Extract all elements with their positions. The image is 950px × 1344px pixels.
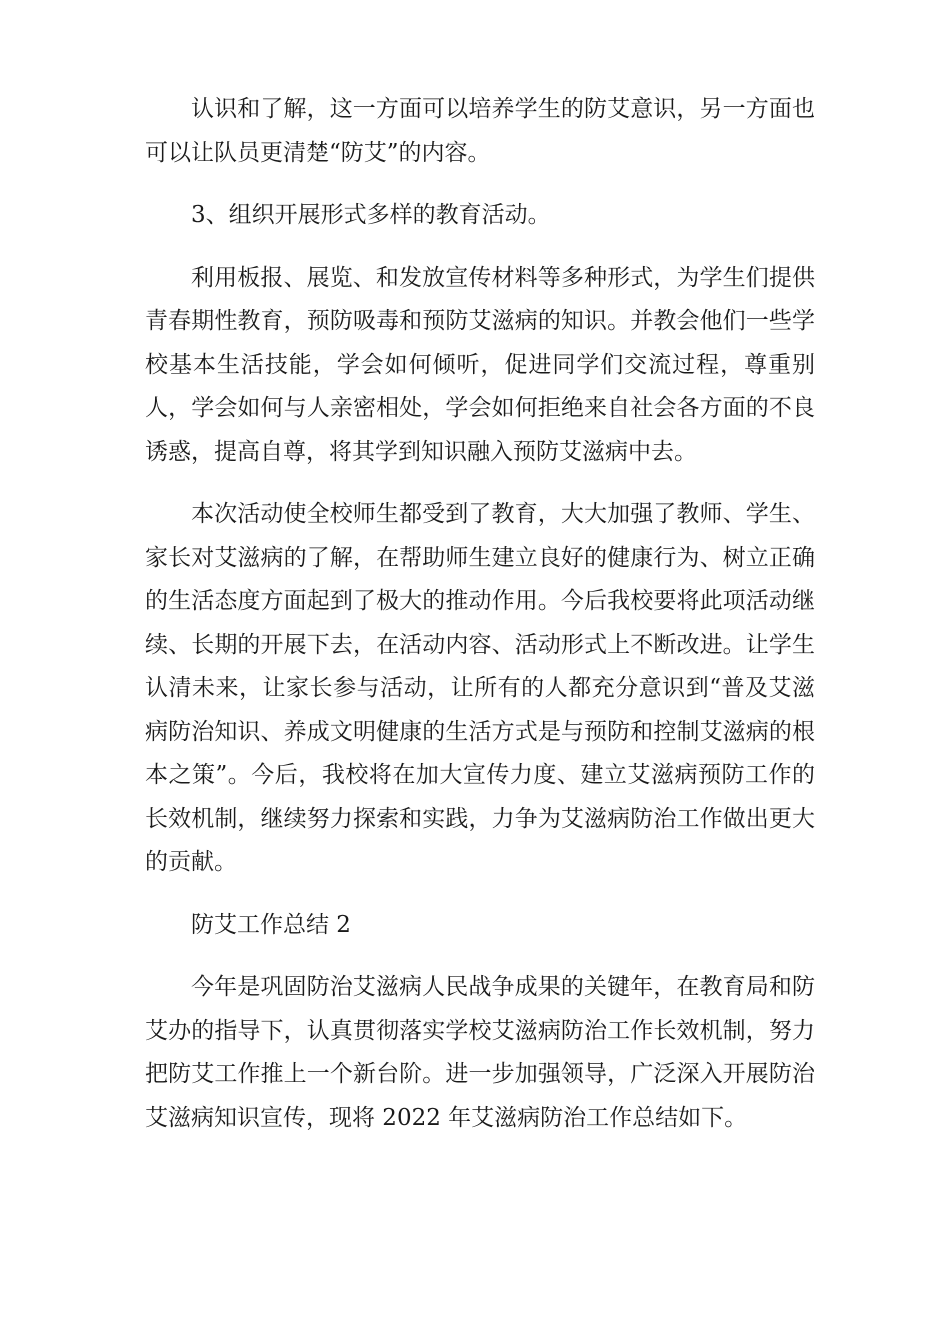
paragraph-1: 认识和了解，这一方面可以培养学生的防艾意识，另一方面也可以让队员更清楚“防艾”的内容。 [145,96,815,166]
paragraph-4: 本次活动使全校师生都受到了教育，大大加强了教师、学生、家长对艾滋病的了解，在帮助师生建立良好的健康行为、树立正确的生活态度方面起到了极大的推动作用。今后我校要将此项活动继续、长期的开展下去，在活动内容、活动形式上不断改进。让学生认清未来，让家长参与活动，让所有的人都充分意识到“普及艾滋病防治知识、养成文明健康的生活方式是与预防和控制艾滋病的根本之策”。今后，我校将在加大宣传力度、建立艾滋病预防工作的长效机制，继续努力探索和实践，力争为艾滋病防治工作做出更大的贡献。 [145,501,815,875]
paragraph-5: 今年是巩固防治艾滋病人民战争成果的关键年，在教育局和防艾办的指导下，认真贯彻落实学校艾滋病防治工作长效机制，努力把防艾工作推上一个新台阶。进一步加强领导，广泛深入开展防治艾滋病知识宣传，现将 2022 年艾滋病防治工作总结如下。 [145,974,815,1131]
document-body [145,88,815,1140]
paragraph-3: 利用板报、展览、和发放宣传材料等多种形式，为学生们提供青春期性教育，预防吸毒和预防艾滋病的知识。并教会他们一些学校基本生活技能，学会如何倾听，促进同学们交流过程，尊重别人，学会如何与人亲密相处，学会如何拒绝来自社会各方面的不良诱惑，提高自尊，将其学到知识融入预防艾滋病中去。 [145,264,815,465]
paragraph-2: 3、组织开展形式多样的教育活动。 [191,202,551,228]
section-heading: 防艾工作总结 2 [191,911,351,938]
